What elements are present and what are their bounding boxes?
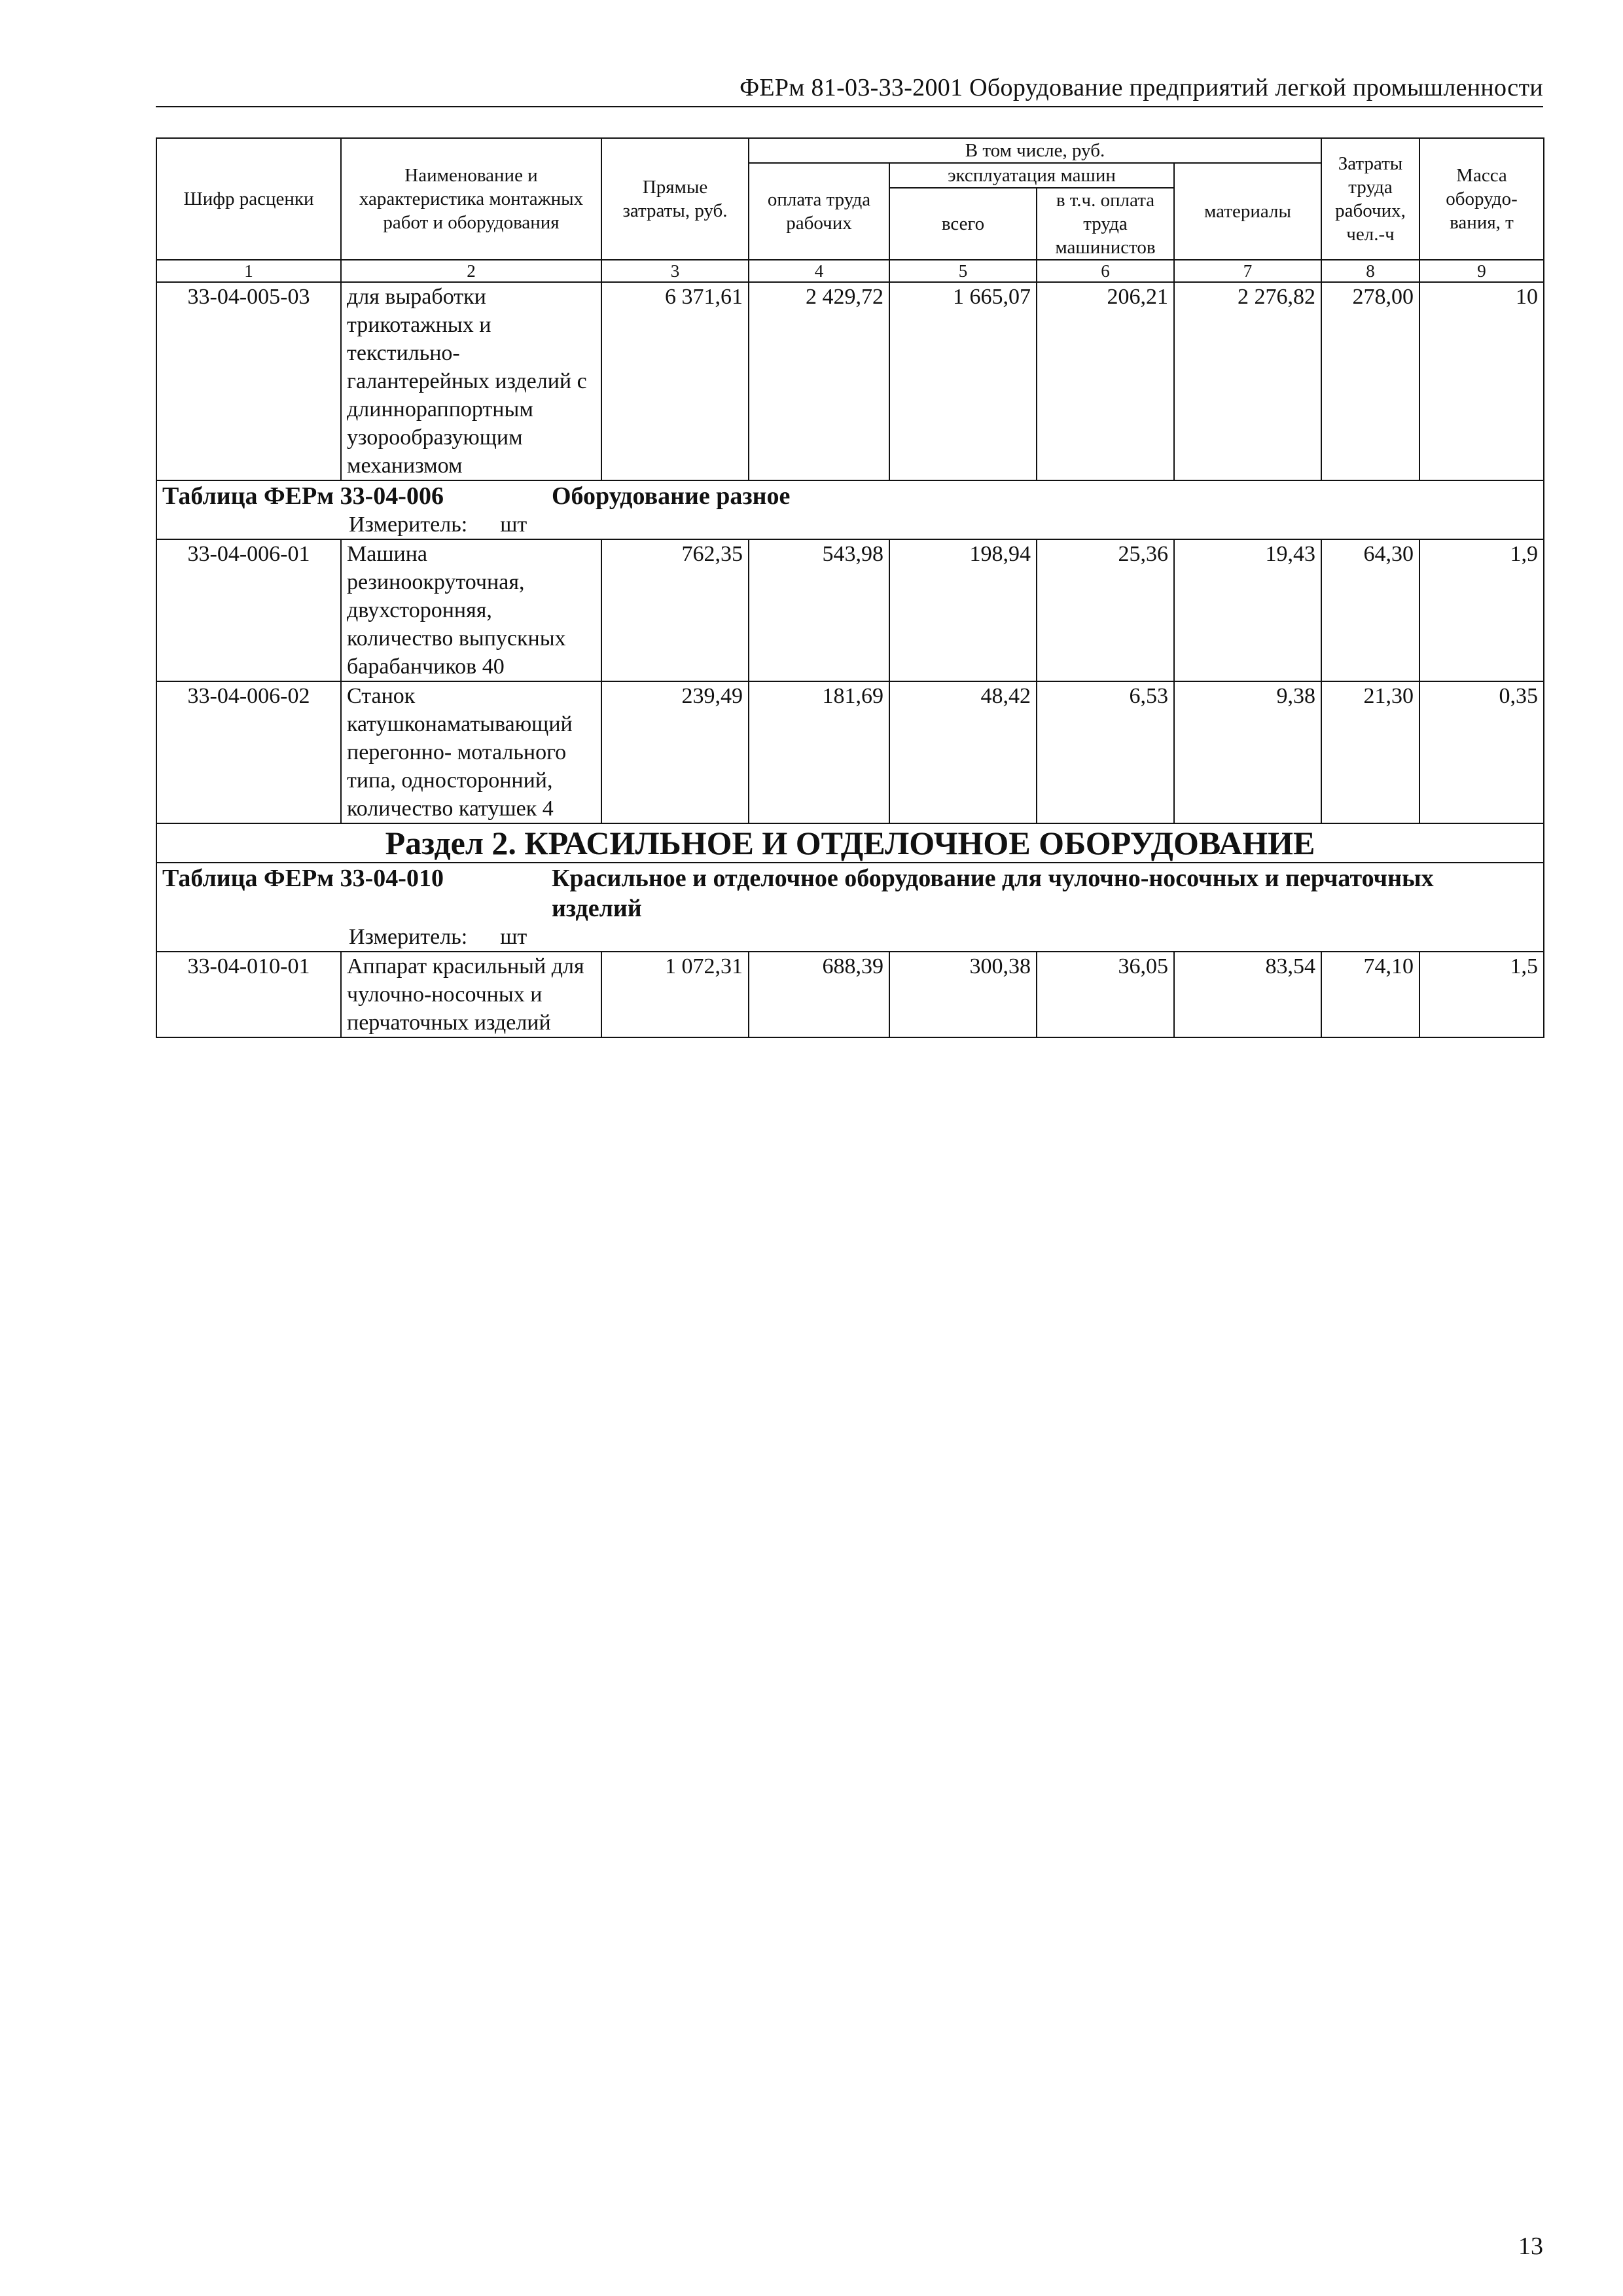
machine-costs: 1 665,07 xyxy=(889,282,1037,480)
operator-wages: 25,36 xyxy=(1037,539,1174,681)
materials: 83,54 xyxy=(1174,952,1321,1037)
rates-table xyxy=(156,137,1544,1038)
table-code: Таблица ФЕРм 33-04-006 xyxy=(162,482,444,510)
column-number: 5 xyxy=(889,260,1037,282)
labor-hours: 21,30 xyxy=(1321,681,1419,823)
rate-code: 33-04-005-03 xyxy=(156,282,341,480)
rate-name: Машина резиноокруточная, двухсторонняя, количество выпускных барабанчиков 40 xyxy=(341,539,601,681)
table-header xyxy=(156,138,1544,282)
table-title: Оборудование разное xyxy=(552,482,791,510)
section-heading xyxy=(156,823,1544,863)
labor-hours: 74,10 xyxy=(1321,952,1419,1037)
table-code: Таблица ФЕРм 33-04-010 xyxy=(162,865,444,892)
column-number: 3 xyxy=(601,260,749,282)
rate-name: Аппарат красильный для чулочно-носочных и перчаточных изделий xyxy=(341,952,601,1037)
page-number: 13 xyxy=(1518,2233,1543,2260)
rate-row-33-04-005-03 xyxy=(156,282,1544,480)
materials: 19,43 xyxy=(1174,539,1321,681)
equipment-mass: 10 xyxy=(1419,282,1544,480)
direct-costs: 6 371,61 xyxy=(601,282,749,480)
direct-costs: 239,49 xyxy=(601,681,749,823)
column-number: 7 xyxy=(1174,260,1321,282)
operator-wages: 206,21 xyxy=(1037,282,1174,480)
measure-unit-line xyxy=(162,511,1538,539)
table-title: Красильное и отделочное оборудование для чулочно-носочных и перчаточных изделий xyxy=(552,865,1434,922)
worker-wages: 2 429,72 xyxy=(749,282,889,480)
rate-row-33-04-006-01 xyxy=(156,539,1544,681)
column-numbers-row xyxy=(156,260,1544,282)
machine-costs: 48,42 xyxy=(889,681,1037,823)
measure-unit: шт xyxy=(500,925,527,949)
header-rule xyxy=(156,106,1543,107)
column-number: 8 xyxy=(1321,260,1419,282)
measure-label: Измеритель: xyxy=(349,925,468,949)
col-wages-header: оплата труда рабочих xyxy=(749,163,889,260)
col-labor-header: Затраты труда рабочих, чел.-ч xyxy=(1321,138,1419,260)
rate-name: Станок катушконаматывающий перегонно- мотального типа, односторонний, количество катушек 4 xyxy=(341,681,601,823)
measure-label: Измеритель: xyxy=(349,512,468,537)
col-materials-header: материалы xyxy=(1174,163,1321,260)
column-number: 1 xyxy=(156,260,341,282)
page-header: ФЕРм 81-03-33-2001 Оборудование предприятий легкой промышленности xyxy=(740,74,1543,101)
column-number: 2 xyxy=(341,260,601,282)
column-number: 4 xyxy=(749,260,889,282)
rate-name: для выработки трикотажных и текстильно- галантерейных изделий с длиннораппортным узорообразующим механизмом xyxy=(341,282,601,480)
operator-wages: 36,05 xyxy=(1037,952,1174,1037)
machine-costs: 300,38 xyxy=(889,952,1037,1037)
rate-code: 33-04-006-01 xyxy=(156,539,341,681)
rate-row-33-04-010-01 xyxy=(156,952,1544,1037)
materials: 9,38 xyxy=(1174,681,1321,823)
worker-wages: 688,39 xyxy=(749,952,889,1037)
direct-costs: 1 072,31 xyxy=(601,952,749,1037)
operator-wages: 6,53 xyxy=(1037,681,1174,823)
column-number: 9 xyxy=(1419,260,1544,282)
measure-unit-line xyxy=(162,924,1538,951)
machine-costs: 198,94 xyxy=(889,539,1037,681)
labor-hours: 64,30 xyxy=(1321,539,1419,681)
col-code-header: Шифр расценки xyxy=(156,138,341,260)
col-total-header: всего xyxy=(889,188,1037,260)
table-body xyxy=(156,282,1544,1037)
col-incl-header: В том числе, руб. xyxy=(749,138,1321,163)
table-heading-33-04-006 xyxy=(156,480,1544,539)
section-title: Раздел 2. КРАСИЛЬНОЕ И ОТДЕЛОЧНОЕ ОБОРУДОВАНИЕ xyxy=(156,823,1544,863)
materials: 2 276,82 xyxy=(1174,282,1321,480)
direct-costs: 762,35 xyxy=(601,539,749,681)
measure-unit: шт xyxy=(500,512,527,537)
col-mass-header: Масса оборудо- вания, т xyxy=(1419,138,1544,260)
worker-wages: 543,98 xyxy=(749,539,889,681)
table-heading-33-04-010 xyxy=(156,863,1544,952)
rate-row-33-04-006-02 xyxy=(156,681,1544,823)
col-incl-wages-header: в т.ч. оплата труда машинистов xyxy=(1037,188,1174,260)
equipment-mass: 0,35 xyxy=(1419,681,1544,823)
rate-code: 33-04-006-02 xyxy=(156,681,341,823)
rates-table-container xyxy=(156,137,1543,1038)
equipment-mass: 1,9 xyxy=(1419,539,1544,681)
column-number: 6 xyxy=(1037,260,1174,282)
rate-code: 33-04-010-01 xyxy=(156,952,341,1037)
labor-hours: 278,00 xyxy=(1321,282,1419,480)
col-name-header: Наименование и характеристика монтажных работ и оборудования xyxy=(341,138,601,260)
col-direct-header: Прямые затраты, руб. xyxy=(601,138,749,260)
equipment-mass: 1,5 xyxy=(1419,952,1544,1037)
worker-wages: 181,69 xyxy=(749,681,889,823)
col-machines-header: эксплуатация машин xyxy=(889,163,1174,188)
